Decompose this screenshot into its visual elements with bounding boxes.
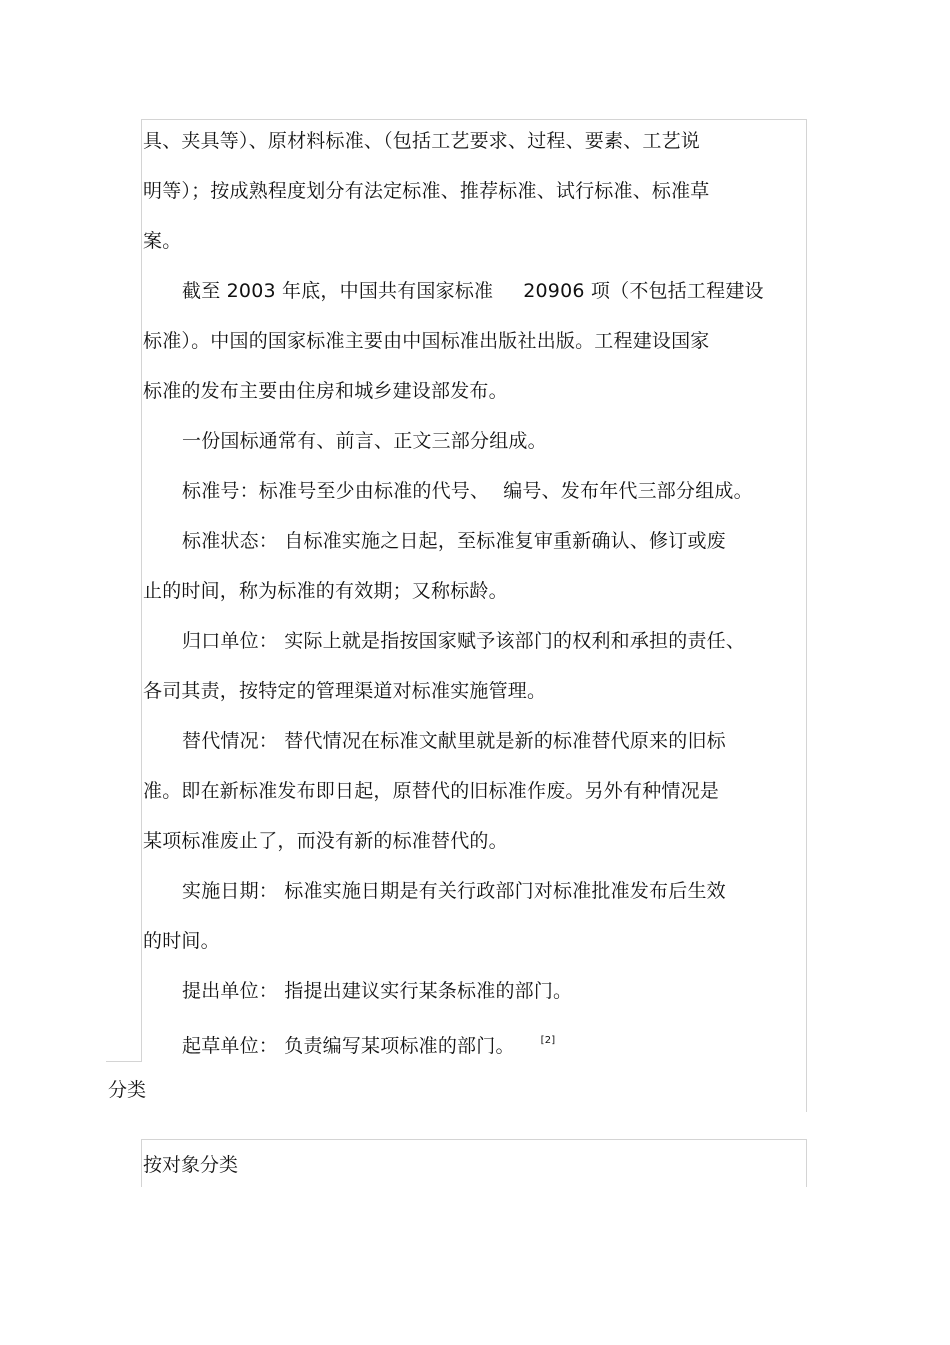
footnote-reference[interactable]: [2] xyxy=(540,1035,556,1046)
paragraph-9-line-1: 提出单位： 指提出建议实行某条标准的部门。 xyxy=(182,980,573,1002)
content-bottom-border xyxy=(106,1061,142,1062)
paragraph-6-line-2: 各司其责，按特定的管理渠道对标准实施管理。 xyxy=(143,680,547,702)
subsection-top-border xyxy=(141,1139,807,1140)
section-title: 分类 xyxy=(108,1079,147,1101)
paragraph-5-line-1: 标准状态： 自标准实施之日起，至标准复审重新确认、修订或废 xyxy=(182,530,726,552)
paragraph-2-line-2: 标准）。中国的国家标准主要由中国标准出版社出版。工程建设国家 xyxy=(143,330,710,352)
paragraph-4-line-1-b: 编号、发布年代三部分组成。 xyxy=(503,480,753,502)
subsection-right-border xyxy=(806,1139,807,1187)
content-left-border xyxy=(141,120,142,1062)
paragraph-2-line-1-b: 20906 项（不包括工程建设 xyxy=(523,280,764,302)
paragraph-4-line-1 xyxy=(182,476,753,506)
paragraph-2-line-1-a: 截至 2003 年底，中国共有国家标准 xyxy=(182,280,494,302)
subsection-left-border xyxy=(141,1139,142,1187)
paragraph-4-line-1-a: 标准号：标准号至少由标准的代号、 xyxy=(182,480,490,502)
paragraph-8-line-2: 的时间。 xyxy=(143,930,220,952)
content-right-border xyxy=(806,120,807,1112)
paragraph-5-line-2: 止的时间，称为标准的有效期；又称标龄。 xyxy=(143,580,508,602)
paragraph-6-line-1: 归口单位： 实际上就是指按国家赋予该部门的权利和承担的责任、 xyxy=(182,630,746,652)
paragraph-1-line-2: 明等）；按成熟程度划分有法定标准、推荐标准、试行标准、标准草 xyxy=(143,180,710,202)
paragraph-2-line-3: 标准的发布主要由住房和城乡建设部发布。 xyxy=(143,380,508,402)
paragraph-2-line-1 xyxy=(182,276,764,306)
paragraph-1-line-1: 具、夹具等）、原材料标准、（包括工艺要求、过程、要素、工艺说 xyxy=(143,130,701,152)
subsection-title: 按对象分类 xyxy=(143,1154,239,1176)
content-top-border xyxy=(141,119,807,120)
paragraph-7-line-3: 某项标准废止了，而没有新的标准替代的。 xyxy=(143,830,508,852)
paragraph-8-line-1: 实施日期： 标准实施日期是有关行政部门对标准批准发布后生效 xyxy=(182,880,726,902)
paragraph-3-line-1: 一份国标通常有、前言、正文三部分组成。 xyxy=(182,430,547,452)
paragraph-7-line-2: 准。即在新标准发布即日起，原替代的旧标准作废。另外有种情况是 xyxy=(143,780,720,802)
paragraph-10-line-1 xyxy=(182,1026,555,1056)
paragraph-10-text: 起草单位： 负责编写某项标准的部门。 xyxy=(182,1035,515,1057)
paragraph-7-line-1: 替代情况： 替代情况在标准文献里就是新的标准替代原来的旧标 xyxy=(182,730,726,752)
paragraph-1-line-3: 案。 xyxy=(143,230,182,252)
